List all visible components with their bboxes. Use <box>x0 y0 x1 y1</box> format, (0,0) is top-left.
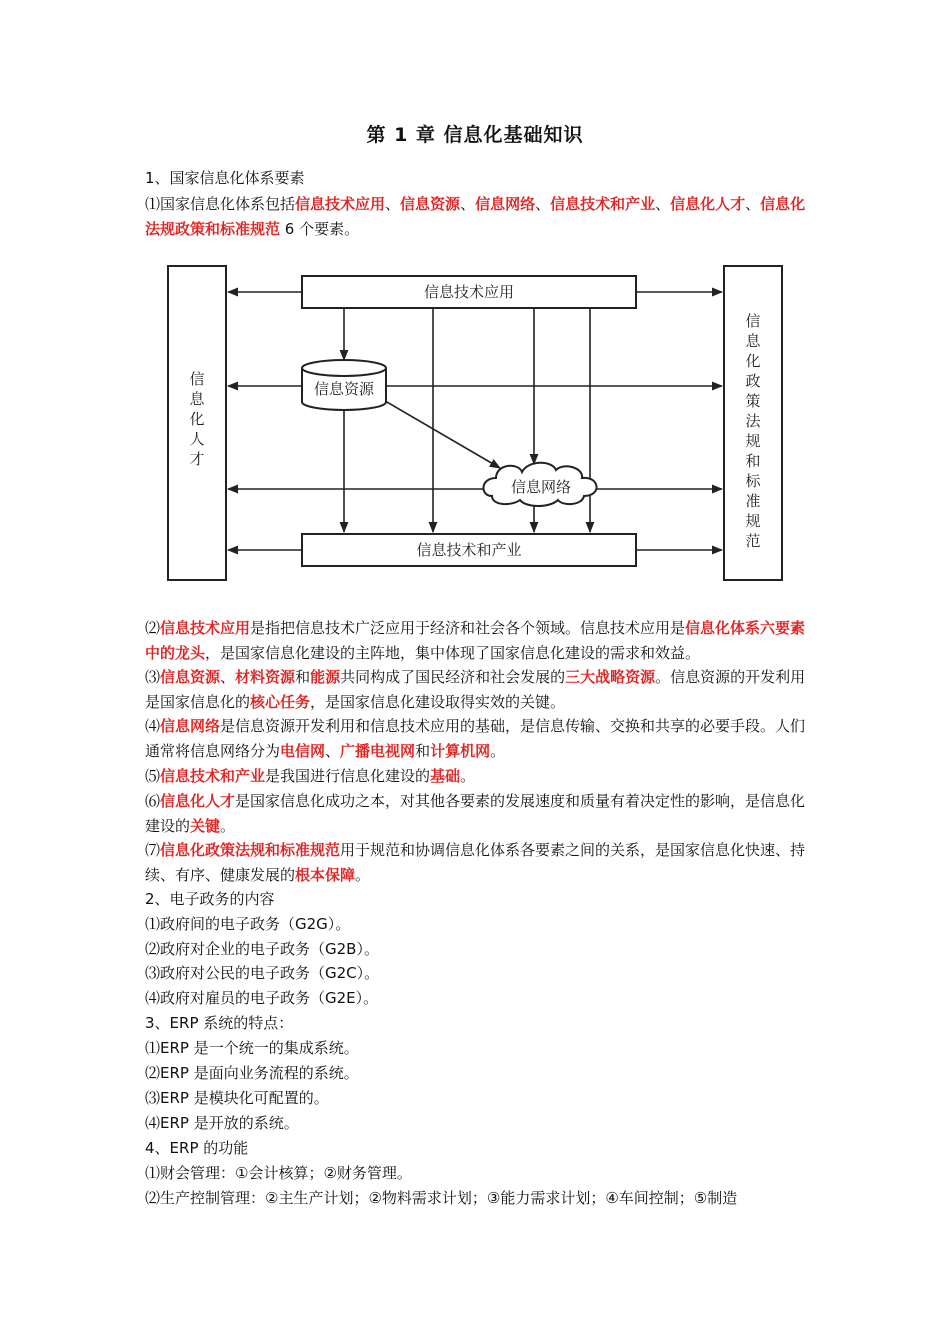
text: ⑹ <box>145 792 161 810</box>
talent-label <box>189 370 205 468</box>
keyword: 信息资源 <box>160 668 221 686</box>
keyword: 信息网络 <box>160 717 221 735</box>
text: 。 <box>220 816 236 835</box>
paragraph-1 <box>145 192 813 241</box>
tech-industry-label: 信息技术和产业 <box>416 541 522 559</box>
vertical-char: 信 <box>189 370 205 388</box>
text: 、 <box>385 195 401 213</box>
keyword: 根本保障 <box>295 865 356 884</box>
keyword: 信息技术和产业 <box>160 767 266 785</box>
keyword: 电信网 <box>280 741 326 760</box>
text: 用于规范和协调信息化体系各要素之间的关系，是国家信息化快速、持续、有序、健康发展的 <box>145 841 806 884</box>
vertical-char: 息 <box>745 332 761 350</box>
vertical-char: 人 <box>189 430 205 448</box>
text: ⑸ <box>145 767 161 785</box>
text: 、 <box>325 741 341 760</box>
keyword: 信息技术应用 <box>295 195 386 213</box>
vertical-char: 政 <box>745 372 761 390</box>
informatization-system-diagram <box>150 256 790 588</box>
text: 是我国进行信息化建设的 <box>265 767 431 785</box>
keyword: 三大战略资源 <box>565 668 656 686</box>
keyword: 信息化法规政策和标准规范 <box>145 195 806 238</box>
policy-label <box>745 312 761 550</box>
text: ⑶ <box>145 668 161 686</box>
vertical-char: 才 <box>189 450 205 468</box>
list-item: ⑷ERP 是开放的系统。 <box>145 1114 299 1132</box>
paragraph-4 <box>145 714 813 763</box>
vertical-char: 策 <box>745 392 761 410</box>
keyword: 信息技术应用 <box>160 619 251 637</box>
vertical-char: 标 <box>745 472 761 490</box>
vertical-char: 法 <box>745 412 761 430</box>
text: 。 <box>490 741 506 760</box>
section-1-heading: 1、国家信息化体系要素 <box>145 169 305 187</box>
vertical-char: 准 <box>745 492 761 510</box>
section-4-heading: 4、ERP 的功能 <box>145 1139 249 1157</box>
text: 、 <box>460 195 476 213</box>
vertical-char: 信 <box>745 312 761 330</box>
text: 和 <box>295 668 311 686</box>
resource-label: 信息资源 <box>313 380 375 398</box>
keyword: 核心任务 <box>250 692 311 711</box>
paragraph-6 <box>145 789 813 838</box>
keyword: 信息资源 <box>400 195 461 213</box>
vertical-char: 规 <box>745 432 761 450</box>
text: 、 <box>655 195 671 213</box>
text: 和 <box>415 741 431 760</box>
paragraph-7 <box>145 838 813 887</box>
paragraph-2 <box>145 616 813 665</box>
text: 、 <box>535 195 551 213</box>
keyword: 材料资源 <box>235 668 296 686</box>
keyword: 信息化政策法规和标准规范 <box>160 841 341 859</box>
text: ，是国家信息化建设取得实效的关键。 <box>310 692 566 711</box>
vertical-char: 规 <box>745 512 761 530</box>
text: 、 <box>220 668 236 686</box>
list-item: ⑵生产控制管理：②主生产计划；②物料需求计划；③能力需求计划；④车间控制；⑤制造 <box>145 1189 738 1207</box>
text: ⑵ <box>145 619 161 637</box>
text: 6 个要素。 <box>280 219 360 238</box>
keyword: 计算机网 <box>430 741 491 760</box>
keyword: 信息化体系六要素中的龙头 <box>145 619 806 662</box>
keyword: 信息化人才 <box>160 792 236 810</box>
text: ⑺ <box>145 841 161 859</box>
keyword: 基础 <box>430 767 461 785</box>
list-item: ⑷政府对雇员的电子政务（G2E）。 <box>145 989 379 1007</box>
text: ⑴国家信息化体系包括 <box>145 195 296 213</box>
network-label: 信息网络 <box>510 478 572 496</box>
vertical-char: 范 <box>745 532 761 550</box>
vertical-char: 和 <box>745 452 761 470</box>
list-item: ⑴政府间的电子政务（G2G）。 <box>145 915 351 933</box>
section-3-heading: 3、ERP 系统的特点： <box>145 1014 294 1032</box>
keyword: 广播电视网 <box>340 741 416 760</box>
text: 是国家信息化成功之本，对其他各要素的发展速度和质量有着决定性的影响，是信息化建设的 <box>145 792 806 835</box>
section-2-heading: 2、电子政务的内容 <box>145 890 275 908</box>
keyword: 关键 <box>190 816 221 835</box>
text: 、 <box>745 195 761 213</box>
list-item: ⑴ERP 是一个统一的集成系统。 <box>145 1039 359 1057</box>
list-item: ⑶政府对公民的电子政务（G2C）。 <box>145 964 380 982</box>
vertical-char: 息 <box>189 390 205 408</box>
text: 是指把信息技术广泛应用于经济和社会各个领域。信息技术应用是 <box>250 619 686 637</box>
list-item: ⑵政府对企业的电子政务（G2B）。 <box>145 940 379 958</box>
text: 共同构成了国民经济和社会发展的 <box>340 668 566 686</box>
keyword: 能源 <box>310 668 341 686</box>
text: 。信息资源的开发利用是国家信息化的 <box>145 668 806 711</box>
text: ，是国家信息化建设的主阵地，集中体现了国家信息化建设的需求和效益。 <box>205 643 701 662</box>
text: 是信息资源开发利用和信息技术应用的基础，是信息传输、交换和共享的必要手段。人们通常将信息网络分为 <box>145 717 806 760</box>
chapter-title: 第 1 章 信息化基础知识 <box>366 124 584 146</box>
tech-application-label: 信息技术应用 <box>423 283 515 301</box>
keyword: 信息技术和产业 <box>550 195 656 213</box>
vertical-char: 化 <box>745 352 761 370</box>
list-item: ⑵ERP 是面向业务流程的系统。 <box>145 1064 359 1082</box>
paragraph-3 <box>145 665 813 714</box>
list-item: ⑶ERP 是模块化可配置的。 <box>145 1089 329 1107</box>
keyword: 信息化人才 <box>670 195 746 213</box>
paragraph-5 <box>145 764 813 789</box>
vertical-char: 化 <box>189 410 205 428</box>
text: 。 <box>355 865 371 884</box>
text: 。 <box>460 767 476 785</box>
list-item: ⑴财会管理：①会计核算；②财务管理。 <box>145 1164 412 1182</box>
keyword: 信息网络 <box>475 195 536 213</box>
text: ⑷ <box>145 717 161 735</box>
